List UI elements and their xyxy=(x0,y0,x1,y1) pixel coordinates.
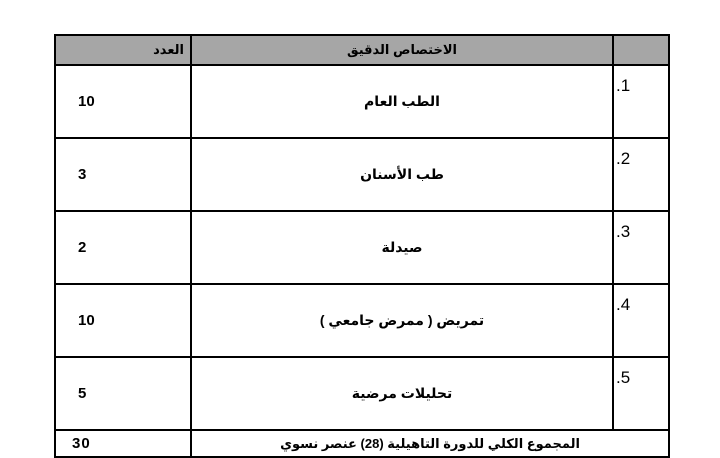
row-number: .2 xyxy=(613,138,669,211)
table-row xyxy=(55,357,669,430)
row-count: 2 xyxy=(55,211,191,284)
table-row xyxy=(55,65,669,138)
header-number xyxy=(613,35,669,65)
table-row xyxy=(55,211,669,284)
row-specialty: طب الأسنان xyxy=(191,138,613,211)
total-label: المجموع الكلي للدورة التاهيلية (28) عنصر نسوي xyxy=(191,430,669,457)
row-number: .3 xyxy=(613,211,669,284)
row-specialty: صيدلة xyxy=(191,211,613,284)
table-row xyxy=(55,284,669,357)
total-row xyxy=(55,430,669,457)
header-specialty: الاختصاص الدقيق xyxy=(191,35,613,65)
row-number: .1 xyxy=(613,65,669,138)
table-header-row xyxy=(55,35,669,65)
table-row xyxy=(55,138,669,211)
header-count: العدد xyxy=(55,35,191,65)
row-count: 3 xyxy=(55,138,191,211)
row-count: 10 xyxy=(55,65,191,138)
row-count: 10 xyxy=(55,284,191,357)
row-specialty: تحليلات مرضية xyxy=(191,357,613,430)
row-specialty: تمريض ( ممرض جامعي ) xyxy=(191,284,613,357)
row-specialty: الطب العام xyxy=(191,65,613,138)
row-count: 5 xyxy=(55,357,191,430)
specialties-table xyxy=(54,34,670,458)
row-number: .5 xyxy=(613,357,669,430)
total-count: 30 xyxy=(55,430,191,457)
row-number: .4 xyxy=(613,284,669,357)
